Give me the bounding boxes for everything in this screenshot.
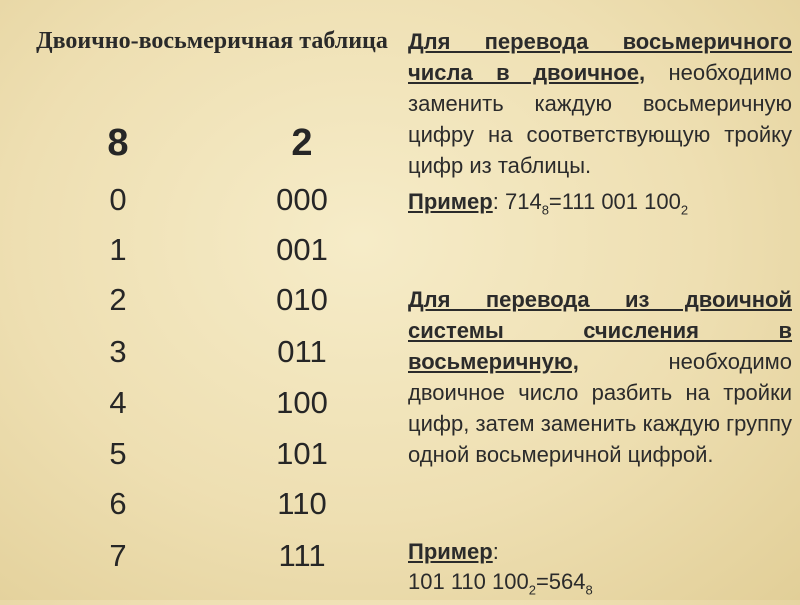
octal-cell: 4 — [109, 385, 127, 420]
binary-cell: 001 — [276, 232, 328, 267]
example-result-base: 2 — [680, 202, 689, 218]
binary-cell: 111 — [278, 538, 326, 573]
table-row — [0, 534, 400, 584]
example-base: 2 — [528, 582, 536, 598]
rule-heading: Для перевода из двоичной системы счисления в восьмеричную, — [408, 287, 792, 374]
rule-text: необходимо заменить каждую восьмеричную цифру на соответствующую тройку цифр из таблицы. — [408, 60, 792, 178]
binary-column-header: 2 — [291, 122, 313, 164]
octal-cell: 1 — [109, 232, 127, 267]
table-title: Двоично-восьмеричная таблица — [36, 28, 388, 54]
octal-to-binary-rule — [408, 26, 792, 181]
octal-cell: 0 — [109, 182, 127, 217]
binary-cell: 000 — [276, 182, 328, 217]
rule-heading: Для перевода восьмеричного числа в двоичное, — [408, 29, 792, 85]
binary-cell: 110 — [277, 486, 327, 521]
table-row — [0, 381, 400, 431]
octal-cell: 6 — [109, 486, 127, 521]
example-octal-to-binary — [408, 186, 688, 225]
example-base: 8 — [541, 202, 549, 218]
example-label: Пример — [408, 539, 493, 564]
table-row — [0, 228, 400, 278]
example-binary-to-octal-label — [408, 536, 499, 567]
example-label: Пример — [408, 189, 493, 214]
table-row — [0, 278, 400, 328]
example-colon: : — [492, 189, 505, 214]
example-result-base: 8 — [585, 582, 593, 598]
table-row — [0, 330, 400, 380]
rule-text: необходимо двоичное число разбить на тройки цифр, затем заменить каждую группу одной восьмеричной цифрой. — [408, 349, 792, 467]
octal-cell: 2 — [109, 282, 127, 317]
binary-to-octal-rule — [408, 284, 792, 470]
example-colon: : — [492, 539, 499, 564]
binary-cell: 010 — [276, 282, 328, 317]
binary-cell: 100 — [276, 385, 328, 420]
table-row — [0, 432, 400, 482]
example-result: =564 — [535, 569, 586, 594]
table-row — [0, 178, 400, 228]
example-result: =111 001 100 — [548, 189, 681, 214]
octal-cell: 5 — [109, 436, 127, 471]
octal-cell: 3 — [109, 334, 127, 369]
binary-cell: 101 — [276, 436, 328, 471]
example-binary-to-octal — [408, 566, 593, 605]
octal-cell: 7 — [109, 538, 127, 573]
binary-cell: 011 — [277, 334, 327, 369]
example-number: 714 — [504, 189, 542, 214]
example-number: 101 110 100 — [408, 569, 529, 594]
octal-column-header: 8 — [107, 122, 129, 164]
table-row — [0, 482, 400, 532]
